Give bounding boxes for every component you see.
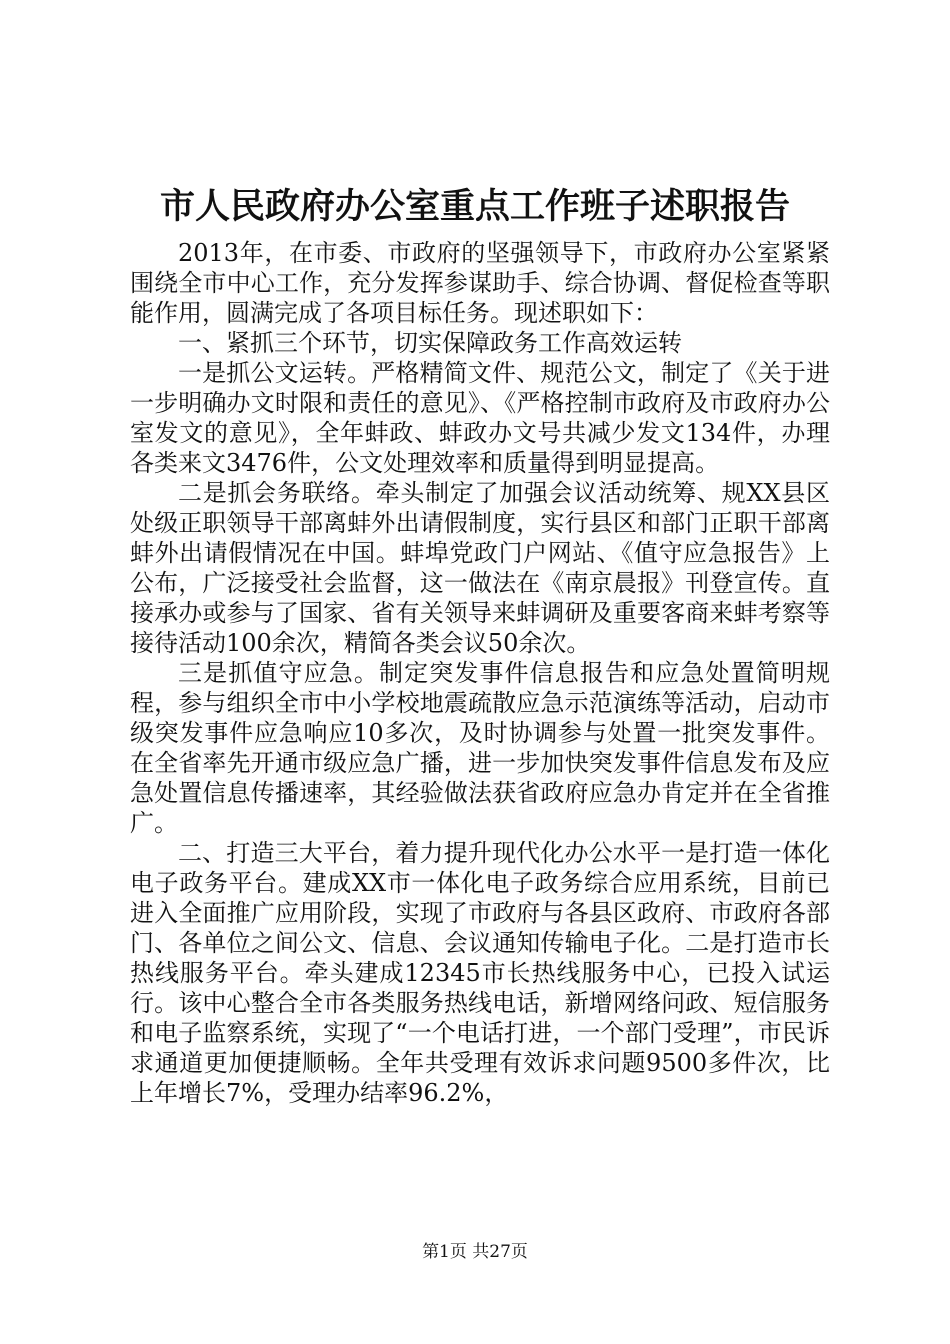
document-body bbox=[130, 238, 830, 1108]
document-title: 市人民政府办公室重点工作班子述职报告 bbox=[159, 186, 790, 227]
page-number-footer: 第1页 共27页 bbox=[422, 1242, 528, 1262]
paragraph-section-1-heading: 一、紧抓三个环节，切实保障政务工作高效运转 bbox=[178, 329, 682, 357]
paragraph-emergency-duty: 三是抓值守应急。制定突发事件信息报告和应急处置简明规程，参与组织全市中小学校地震疏散应急示范演练等活动，启动市级突发事件应急响应10多次，及时协调参与处置一批突发事件。在全省率先开通市级应急广播，进一步加快突发事件信息发布及应急处置信息传播速率，其经验做法获省政府应急办肯定并在全省推广。 bbox=[130, 659, 830, 837]
paragraph-document-flow: 一是抓公文运转。严格精简文件、规范公文，制定了《关于进一步明确办文时限和责任的意见》、《严格控制市政府及市政府办公室发文的意见》，全年蚌政、蚌政办文号共减少发文134件，办理各类来文3476件，公文处理效率和质量得到明显提高。 bbox=[130, 359, 830, 477]
paragraph-intro: 2013年，在市委、市政府的坚强领导下，市政府办公室紧紧围绕全市中心工作，充分发挥参谋助手、综合协调、督促检查等职能作用，圆满完成了各项目标任务。现述职如下： bbox=[130, 239, 830, 327]
paragraph-meeting-liaison: 二是抓会务联络。牵头制定了加强会议活动统筹、规XX县区处级正职领导干部离蚌外出请假制度，实行县区和部门正职干部离蚌外出请假情况在中国。蚌埠党政门户网站、《值守应急报告》上公布，广泛接受社会监督，这一做法在《南京晨报》刊登宣传。直接承办或参与了国家、省有关领导来蚌调研及重要客商来蚌考察等接待活动100余次，精简各类会议50余次。 bbox=[130, 479, 830, 657]
paragraph-section-2: 二、打造三大平台，着力提升现代化办公水平一是打造一体化电子政务平台。建成XX市一体化电子政务综合应用系统，目前已进入全面推广应用阶段，实现了市政府与各县区政府、市政府各部门、各单位之间公文、信息、会议通知传输电子化。二是打造市长热线服务平台。牵头建成12345市长热线服务中心，已投入试运行。该中心整合全市各类服务热线电话，新增网络问政、短信服务和电子监察系统，实现了“一个电话打进，一个部门受理”，市民诉求通道更加便捷顺畅。全年共受理有效诉求问题9500多件次，比上年增长7%，受理办结率96.2%， bbox=[130, 839, 830, 1107]
